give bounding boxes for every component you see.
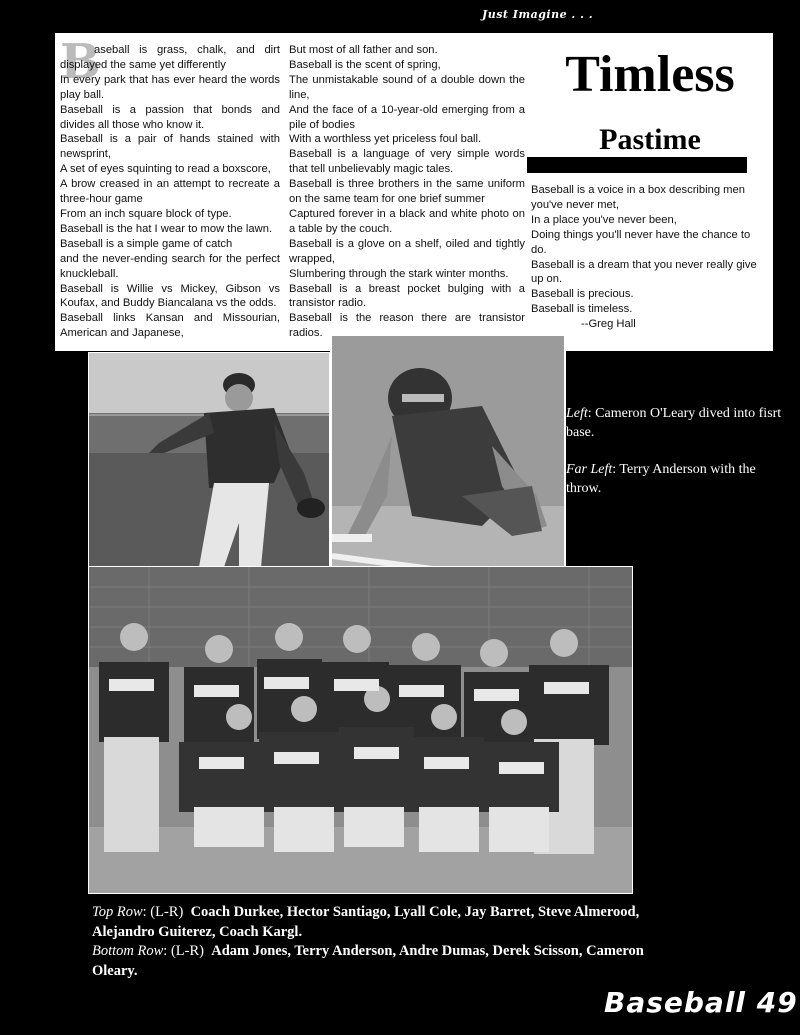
top-row-lr: : (L-R): [142, 904, 184, 920]
photo-team: [88, 566, 633, 894]
poem-line: Baseball is three brothers in the same uniform on the same team for one brief summer: [289, 178, 525, 206]
poem-line: Baseball is the reason there are transistor radios.: [289, 312, 525, 340]
poem-line: Baseball is the scent of spring,: [289, 58, 441, 71]
poem-line: Baseball is a simple game of catch: [60, 237, 233, 250]
poem-line: A brow creased in an attempt to recreate a three-hour game: [60, 178, 280, 206]
poem-column-1: [60, 34, 280, 341]
poem-line: Baseball is a passion that bonds and divides all those who know it.: [60, 103, 280, 131]
poem-line: Baseball is a breast pocket bulging with a transistor radio.: [289, 282, 525, 310]
poem-column-2: [289, 43, 525, 341]
poem-line: In a place you've never been,: [531, 213, 677, 226]
top-row-label: Top Row: [92, 904, 143, 920]
title-rule: [527, 157, 747, 173]
caption-left-label: Left: [566, 406, 588, 421]
article-title: Timless: [565, 46, 735, 103]
poem-line: A set of eyes squinting to read a boxscore,: [60, 163, 271, 176]
drop-cap: B: [60, 34, 101, 90]
poem-line: Baseball is a glove on a shelf, oiled and tightly wrapped,: [289, 237, 525, 265]
poem-line: And the face of a 10-year-old emerging from a pile of bodies: [289, 103, 525, 131]
poem-line: In every park that has ever heard the words play ball.: [60, 73, 280, 101]
bottom-row-lr: : (L-R): [163, 943, 204, 959]
bottom-row-label: Bottom Row: [92, 943, 164, 959]
poem-line: Baseball is timeless.: [531, 303, 633, 316]
bottom-row-caption: [92, 942, 652, 981]
poem-line: Baseball is a language of very simple words that tell unbelievably magic tales.: [289, 148, 525, 176]
poem-line: With a worthless yet priceless foul ball.: [289, 133, 482, 146]
top-row-caption: [92, 903, 652, 942]
poem-attribution: --Greg Hall: [581, 318, 636, 331]
caption-far-left: [566, 460, 786, 498]
caption-far-left-label: Far Left: [566, 462, 613, 477]
poem-line: aseball is grass, chalk, and dirt displayed the same yet differently: [60, 44, 280, 71]
poem-line: Baseball is a voice in a box describing men you've never met,: [531, 184, 745, 211]
poem-panel: [55, 33, 773, 351]
poem-line: Baseball is Willie vs Mickey, Gibson vs Koufax, and Buddy Biancalana vs the odds.: [60, 282, 280, 310]
top-row-names: Coach Durkee, Hector Santiago, Lyall Cole, Jay Barret, Steve Almerood, Alejandro Guiterez, Coach Kargl.: [92, 904, 640, 940]
photo-cameron-oleary-dive: [330, 334, 566, 594]
caption-left-text: : Cameron O'Leary dived into fisrt base.: [566, 406, 782, 440]
poem-line: Baseball links Kansan and Missourian, American and Japanese,: [60, 312, 280, 340]
poem-line: Doing things you'll never have the chance to do.: [531, 228, 751, 256]
poem-line: Baseball is a pair of hands stained with newsprint,: [60, 133, 280, 161]
poem-column-3: [531, 183, 767, 332]
caption-left: [566, 404, 786, 442]
poem-line: But most of all father and son.: [289, 44, 438, 56]
caption-far-left-text: : Terry Anderson with the throw.: [566, 462, 756, 496]
photo-terry-anderson-throw: [88, 352, 330, 568]
poem-line: Captured forever in a black and white photo on a table by the couch.: [289, 207, 525, 235]
bottom-row-names: Adam Jones, Terry Anderson, Andre Dumas, Derek Scisson, Cameron Oleary.: [92, 943, 644, 979]
poem-line: and the never-ending search for the perfect knuckleball.: [60, 252, 280, 280]
poem-line: Slumbering through the stark winter months.: [289, 267, 509, 280]
poem-line: Baseball is the hat I wear to mow the lawn.: [60, 222, 273, 235]
page-tagline: Just Imagine . . .: [482, 8, 594, 21]
article-subtitle: Pastime: [599, 123, 701, 156]
poem-line: Baseball is a dream that you never really give up on.: [531, 258, 757, 286]
poem-line: The unmistakable sound of a double down the line,: [289, 73, 525, 101]
team-caption: [92, 903, 652, 981]
page-folio: Baseball 49: [604, 986, 798, 1019]
poem-line: From an inch square block of type.: [60, 207, 232, 220]
poem-line: Baseball is precious.: [531, 288, 634, 301]
